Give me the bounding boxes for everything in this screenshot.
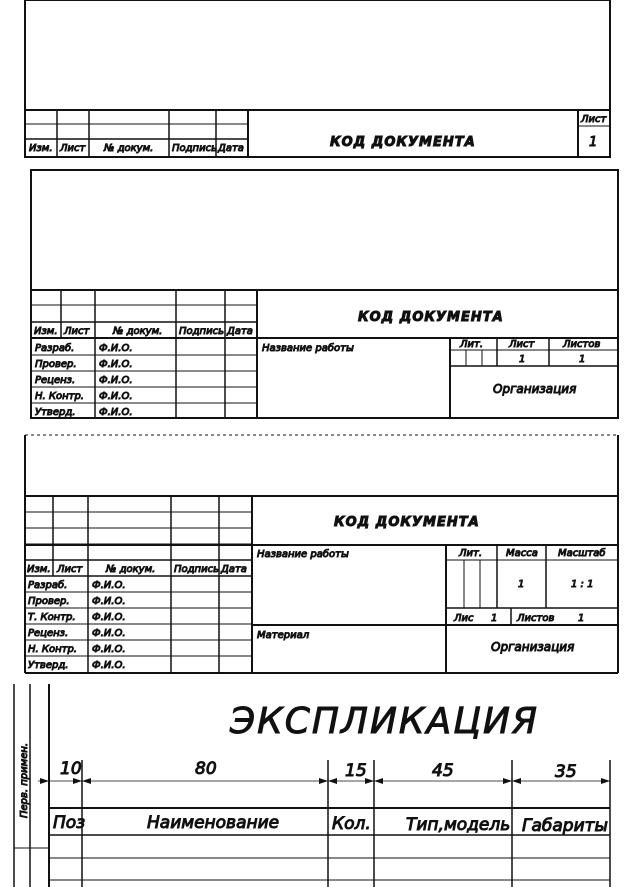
s1-col-list: Лист — [60, 143, 86, 154]
s2-doc-code: КОД ДОКУМЕНТА — [358, 310, 504, 325]
s4-header-name: Наименование — [147, 813, 280, 833]
s3-lit-label: Лит. — [459, 548, 483, 559]
s2-lists-value: 1 — [579, 354, 586, 365]
s3-role-2: Т. Контр. — [28, 612, 76, 623]
s2-role-3: Н. Контр. — [35, 391, 84, 402]
s2-role-0: Разраб. — [35, 343, 75, 354]
s2-list-label: Лист — [509, 339, 535, 350]
s2-col-doc: № докум. — [113, 326, 163, 337]
s3-col-doc: № докум. — [106, 564, 156, 575]
s2-role-2: Реценз. — [35, 375, 76, 386]
s2-role-4: Утверд. — [35, 407, 76, 418]
s3-mass-value: 1 — [518, 579, 525, 590]
s2-work-title: Название работы — [262, 343, 354, 354]
s2-name-1: Ф.И.О. — [99, 359, 133, 370]
s2-list-value: 1 — [519, 354, 526, 365]
s3-name-1: Ф.И.О. — [92, 596, 126, 607]
s3-name-0: Ф.И.О. — [92, 580, 126, 591]
s2-col-sign: Подпись — [179, 326, 224, 337]
s3-col-date: Дата — [221, 564, 247, 575]
s3-role-5: Утверд. — [28, 660, 69, 671]
s3-role-0: Разраб. — [28, 580, 68, 591]
s3-material: Материал — [257, 630, 310, 641]
s4-dim-0: 10 — [60, 759, 82, 779]
s3-mass-label: Масса — [506, 548, 538, 559]
s2-col-date: Дата — [227, 326, 253, 337]
s4-header-dimensions: Габариты — [522, 816, 608, 836]
s2-col-izm: Изм. — [34, 326, 58, 337]
s4-side-label: Перв. примен. — [19, 742, 30, 818]
s2-name-0: Ф.И.О. — [99, 343, 133, 354]
s3-scale-value: 1 : 1 — [571, 579, 594, 590]
s3-name-4: Ф.И.О. — [92, 644, 126, 655]
s4-dim-2: 15 — [345, 761, 367, 781]
s2-role-1: Провер. — [35, 359, 77, 370]
s1-col-sign: Подпись — [172, 143, 217, 154]
s3-role-3: Реценз. — [28, 628, 69, 639]
s3-col-list: Лист — [57, 564, 83, 575]
s2-name-2: Ф.И.О. — [99, 375, 133, 386]
s1-col-doc: № докум. — [104, 143, 154, 154]
s1-list-label: Лист — [581, 114, 607, 125]
s4-dim-1: 80 — [195, 759, 217, 779]
s4-header-qty: Кол. — [332, 814, 371, 834]
s4-header-pos: Поз — [53, 813, 86, 833]
s3-name-2: Ф.И.О. — [92, 612, 126, 623]
s3-list-value: 1 — [491, 613, 498, 624]
s1-col-date: Дата — [218, 143, 244, 154]
s2-lit-label: Лит. — [460, 339, 484, 350]
s2-lists-label: Листов — [563, 339, 601, 350]
s3-col-izm: Изм. — [27, 564, 51, 575]
s3-col-sign: Подпись — [174, 564, 219, 575]
s1-col-izm: Изм. — [29, 143, 53, 154]
s3-work-title: Название работы — [257, 549, 349, 560]
s3-role-4: Н. Контр. — [28, 644, 77, 655]
s2-name-4: Ф.И.О. — [99, 407, 133, 418]
s3-list-label: Лис — [454, 613, 474, 624]
s3-name-5: Ф.И.О. — [92, 660, 126, 671]
s3-scale-label: Масштаб — [558, 548, 606, 559]
sheet-1-title-block — [25, 0, 610, 157]
s3-lists-value: 1 — [578, 613, 585, 624]
s2-organization: Организация — [493, 382, 577, 396]
s4-dim-4: 35 — [555, 762, 577, 782]
s4-header-type: Тип,модель — [406, 815, 511, 835]
s4-title: ЭКСПЛИКАЦИЯ — [230, 701, 539, 742]
s2-name-3: Ф.И.О. — [99, 391, 133, 402]
s3-lists-label: Листов — [517, 613, 555, 624]
s3-organization: Организация — [491, 640, 575, 654]
s3-doc-code: КОД ДОКУМЕНТА — [334, 515, 480, 530]
s1-doc-code: КОД ДОКУМЕНТА — [330, 135, 476, 150]
s3-role-1: Провер. — [28, 596, 70, 607]
s3-name-3: Ф.И.О. — [92, 628, 126, 639]
s2-col-list: Лист — [64, 326, 90, 337]
s4-dim-3: 45 — [432, 761, 454, 781]
s1-list-value: 1 — [589, 135, 598, 150]
